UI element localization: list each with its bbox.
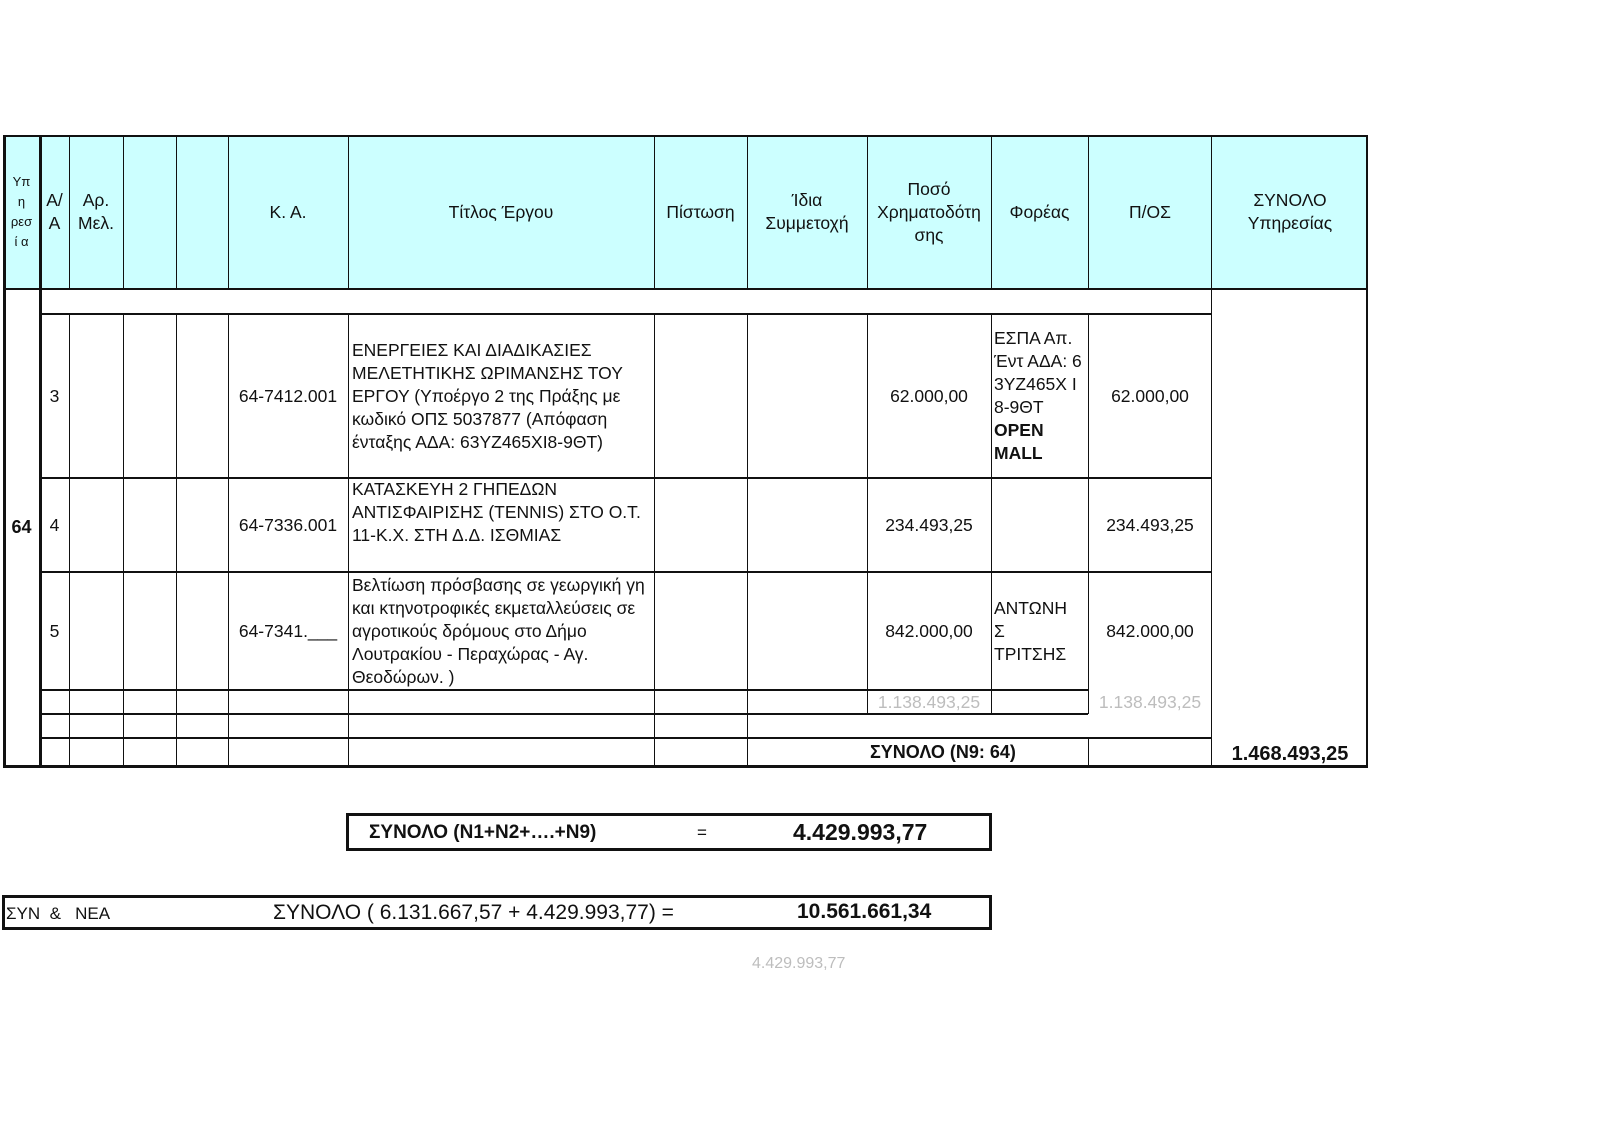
vline-0 [3,135,6,768]
row-3-ka: 64-7412.001 [238,385,338,406]
vline-6b [348,313,349,767]
vline-9 [867,135,868,289]
row-5-body: ΑΝΤΩΝΗ Σ ΤΡΙΤΣΗΣ [994,597,1068,664]
vline-11b [1088,313,1089,714]
vline-3b [123,313,124,767]
sum-label: ΣΥΝΟΛΟ (Ν9: 64) [870,741,1016,762]
header-own: Ίδια Συμμετοχή [747,135,867,289]
vline-4b [176,313,177,767]
vline-10b [991,313,992,714]
vline-7b [654,313,655,767]
row-4-funding: 234.493,25 [885,514,973,535]
combined-total-box [2,895,992,930]
header-credit: Πίστωση [654,135,747,289]
header-body: Φορέας [991,135,1088,289]
vline-7 [654,135,655,289]
row-3-body: ΕΣΠΑ Απ. Έντ ΑΔΑ: 63ΥΖ465Χ Ι8-9ΘΤ OPEN MALL [994,328,1082,463]
row-3-funding: 62.000,00 [890,385,968,406]
header-ka: Κ. Α. [228,135,348,289]
line-subtotal-bottom [40,713,1088,715]
vline-5 [228,135,229,289]
row-5-pos: 842.000,00 [1106,620,1194,641]
vline-1 [39,135,42,768]
service-code: 64 [11,517,32,537]
header-funding: Ποσό Χρηματοδότη σης [867,135,991,289]
header-total: ΣΥΝΟΛΟ Υπηρεσίας [1212,135,1368,289]
row-4-pos: 234.493,25 [1106,514,1194,535]
combined-label: ΣΥΝΟΛΟ ( 6.131.667,57 + 4.429.993,77) = [273,901,674,924]
grand-total-eq: = [697,823,707,842]
grand-total-box [346,813,992,851]
vline-8 [747,135,748,289]
row-4-title: ΚΑΤΑΣΚΕΥΗ 2 ΓΗΠΕΔΩΝ ΑΝΤΙΣΦΑΙΡΙΣΗΣ (TENNIS) ΣΤΟ Ο.Τ. 11-Κ.Χ. ΣΤΗ Δ.Δ. ΙΣΘΜΙΑΣ [352,479,641,545]
line-table-bottom [3,765,1368,768]
row-3-aa: 3 [49,385,60,406]
vline-4 [176,135,177,289]
vline-9b [867,313,868,714]
vline-8b [747,313,748,767]
combined-prefix: ΣΥΝ & ΝΕΑ [6,904,111,923]
row-4-body [991,478,1088,572]
row-4-ka: 64-7336.001 [238,514,338,535]
row-4-aa: 4 [49,514,60,535]
line-row4-bottom [40,571,1212,573]
header-title: Τίτλος Έργου [348,135,654,289]
vline-3 [123,135,124,289]
line-row5-bottom [40,689,1088,691]
vline-11c [1088,738,1089,767]
footer-note: 4.429.993,77 [752,955,846,972]
header-blank-2 [176,135,228,289]
header-service: Υπη ρεσί α [3,135,40,289]
vline-6 [348,135,349,289]
vline-12 [1211,135,1212,767]
line-header-bottom [3,288,1368,290]
header-aa: Α/ Α [40,135,69,289]
line-top [3,135,1368,137]
header-pos: Π/ΟΣ [1088,135,1212,289]
header-ar-mel: Αρ. Μελ. [69,135,123,289]
vline-10 [991,135,992,289]
service-total: 1.468.493,25 [1231,742,1349,765]
row-5-aa: 5 [49,620,60,641]
line-row3-bottom [40,477,1212,479]
row-3-pos: 62.000,00 [1111,385,1189,406]
row-3-title: ΕΝΕΡΓΕΙΕΣ ΚΑΙ ΔΙΑΔΙΚΑΣΙΕΣ ΜΕΛΕΤΗΤΙΚΗΣ ΩΡΙΜΑΝΣΗΣ ΤΟΥ ΕΡΓΟΥ (Υποέργο 2 της Πράξης με κωδικό ΟΠΣ 5037877 (Απόφαση ένταξης ΑΔΑ: 63ΥΖ465ΧΙ8-9ΘΤ) [352,339,623,452]
line-blank-bottom [40,737,1212,739]
row-5-title: Βελτίωση πρόσβασης σε γεωργική γη και κτηνοτροφικές εκμεταλλεύσεις σε αγροτικούς δρόμους στο Δήμο Λουτρακίου - Περαχώρας - Αγ. Θεοδώρων. ) [352,574,645,687]
combined-value: 10.561.661,34 [797,900,932,923]
subtotal-funding: 1.138.493,25 [877,691,981,712]
vline-2b [69,313,70,767]
grand-total-value: 4.429.993,77 [793,819,928,845]
subtotal-pos: 1.138.493,25 [1098,691,1202,712]
vline-13 [1366,135,1368,768]
grand-total-label: ΣΥΝΟΛΟ (Ν1+Ν2+….+Ν9) [369,822,597,843]
vline-11 [1088,135,1089,289]
line-blank-row [40,313,1212,315]
header-blank-1 [123,135,176,289]
row-5-funding: 842.000,00 [885,620,973,641]
row-5-ka: 64-7341.___ [238,620,338,641]
vline-2 [69,135,70,289]
vline-5b [228,313,229,767]
